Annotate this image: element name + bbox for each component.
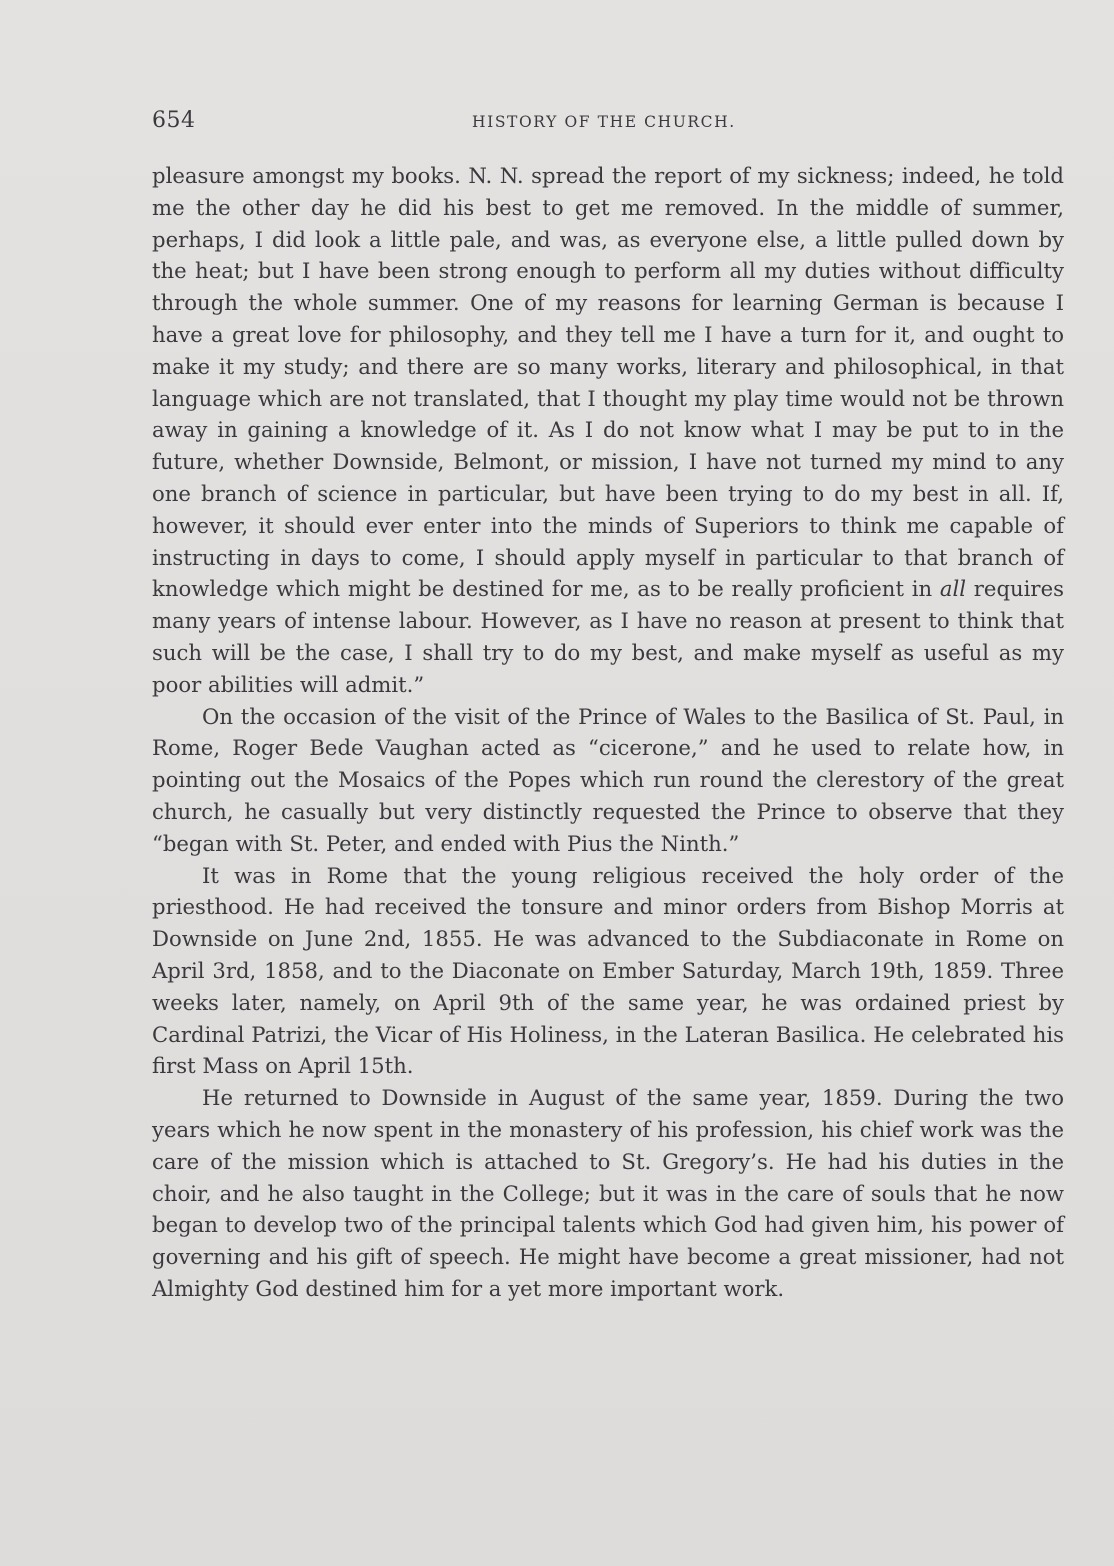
- body-text: [152, 160, 1064, 1305]
- paragraph-4: He returned to Downside in August of the same year, 1859. During the two years which he now spent in the monastery of his profession, his chief work was the care of the mission which is attached to St. Gregory’s. He had his duties in the choir, and he also taught in the College; but it was in the care of souls that he now began to develop two of the principal talents which God had given him, his power of governing and his gift of speech. He might have become a great missioner, had not Almighty God destined him for a yet more important work.: [152, 1085, 1064, 1301]
- paragraph-1-italic-word: all: [939, 576, 967, 602]
- paragraph-1-text-after: requires many years of intense labour. However, as I have no reason at present to think that such will be the case, I shall try to do my best, and make myself as useful as my poor abilities will admit.”: [152, 576, 1064, 697]
- running-head: [152, 108, 1066, 138]
- paragraph-3: It was in Rome that the young religious received the holy order of the priesthood. He had received the tonsure and minor orders from Bishop Morris at Downside on June 2nd, 1855. He was advanced to the Subdiaconate in Rome on April 3rd, 1858, and to the Diaconate on Ember Saturday, March 19th, 1859. Three weeks later, namely, on April 9th of the same year, he was ordained priest by Cardinal Patrizi, the Vicar of His Holiness, in the Lateran Basilica. He celebrated his first Mass on April 15th.: [152, 862, 1064, 1079]
- running-title: HISTORY OF THE CHURCH.: [472, 113, 736, 131]
- paragraph-1-text-before: pleasure amongst my books. N. N. spread the report of my sickness; indeed, he told me the other day he did his best to get me removed. In the middle of summer, perhaps, I did look a little pale, and was, as everyone else, a little pulled down by the heat; but I have been strong enough to perform all my duties without difficulty through the whole summer. One of my reasons for learning German is because I have a great love for philosophy, and they tell me I have a turn for it, and ought to make it my study; and there are so many works, literary and philosophical, in that language which are not translated, that I thought my play time would not be thrown away in gaining a knowledge of it. As I do not know what I may be put to in the future, whether Downside, Belmont, or mission, I have not turned my mind to any one branch of science in particular, but have been trying to do my best in all. If, however, it should ever enter into the minds of Superiors to think me capable of instructing in days to come, I should apply myself in particular to that branch of knowledge which might be destined for me, as to be really proficient in: [152, 163, 1064, 602]
- page-number: 654: [152, 108, 196, 133]
- paragraph-2: On the occasion of the visit of the Prince of Wales to the Basilica of St. Paul, in Rome, Roger Bede Vaughan acted as “cicerone,” and he used to relate how, in pointing out the Mosaics of the Popes which run round the clerestory of the great church, he casually but very distinctly requested the Prince to observe that they “began with St. Peter, and ended with Pius the Ninth.”: [152, 703, 1064, 856]
- paragraph-1: [152, 160, 1064, 701]
